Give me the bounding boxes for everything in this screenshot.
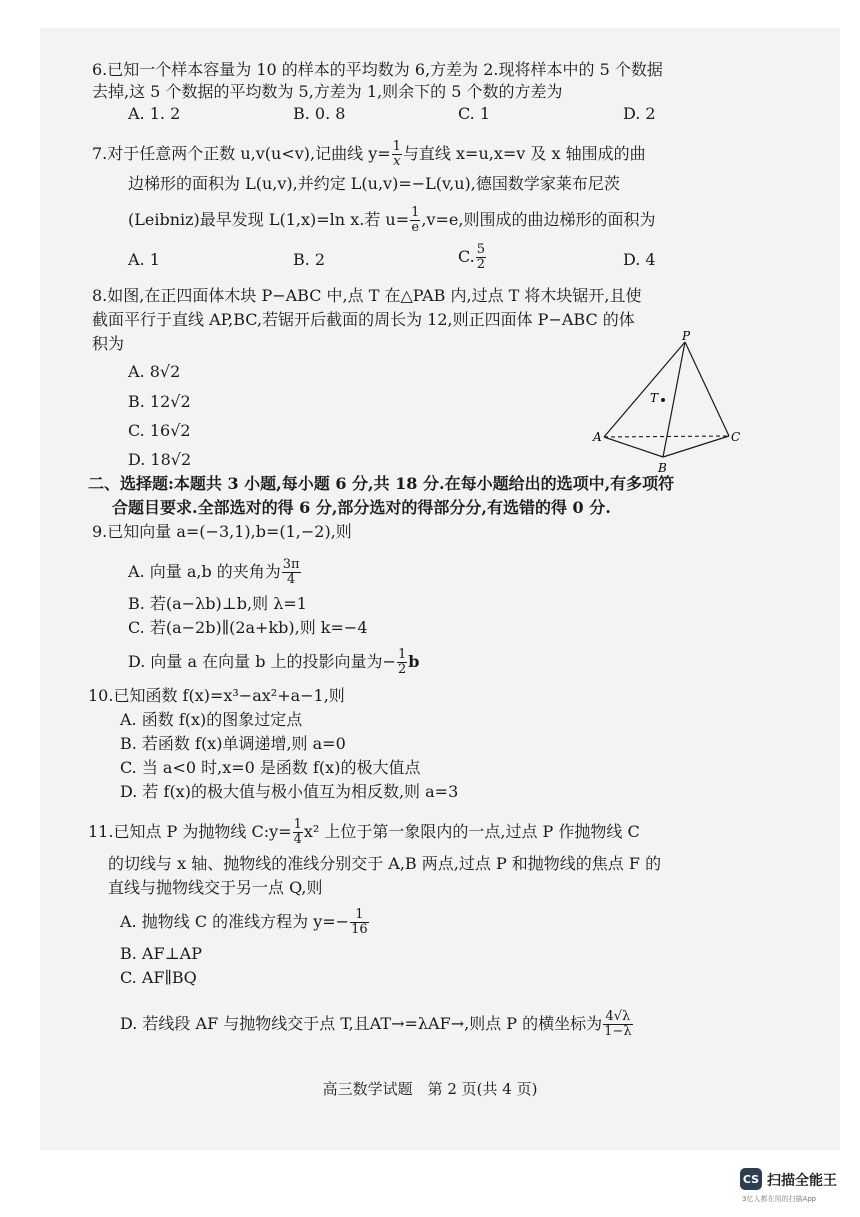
q8-option-a: A. 8√2: [128, 362, 181, 381]
q11-line2: 的切线与 x 轴、抛物线的准线分别交于 A,B 两点,过点 P 和抛物线的焦点 F 的: [108, 854, 662, 873]
frac-denominator: e: [411, 220, 420, 235]
q11-frac-p-abscissa: [603, 1010, 632, 1039]
q9-option-a: [128, 558, 302, 587]
q7-line3-start: (Leibniz)最早发现 L(1,x)=ln x.若 u=: [128, 210, 410, 229]
q6-option-b: B. 0. 8: [293, 104, 346, 123]
label-p: P: [682, 330, 691, 343]
frac-numerator: 4√λ: [603, 1010, 632, 1025]
q11-line1: [88, 818, 640, 847]
frac-denominator: x: [393, 154, 401, 169]
q7-line2: 边梯形的面积为 L(u,v),并约定 L(u,v)=−L(v,u),德国数学家莱布尼茨: [128, 174, 620, 193]
frac-denominator: 2: [476, 257, 486, 272]
q11-option-c: C. AF∥BQ: [120, 968, 197, 987]
q7-line1-start: 7.对于任意两个正数 u,v(u<v),记曲线 y=: [92, 144, 391, 163]
q7-option-c: [458, 243, 487, 272]
frac-denominator: 2: [397, 662, 407, 677]
q10-stem: 10.已知函数 f(x)=x³−ax²+a−1,则: [88, 686, 345, 705]
label-c: C: [731, 430, 741, 444]
q7-option-d: D. 4: [623, 250, 656, 269]
edge-bc: [663, 436, 729, 457]
q6-line1: 6.已知一个样本容量为 10 的样本的平均数为 6,方差为 2.现将样本中的 5 个数据: [92, 60, 663, 79]
q8-line2: 截面平行于直线 AP,BC,若锯开后截面的周长为 12,则正四面体 P−ABC 的体: [92, 310, 635, 329]
q7-option-a: A. 1: [128, 250, 160, 269]
q10-option-d: D. 若 f(x)的极大值与极小值互为相反数,则 a=3: [120, 782, 459, 801]
frac-denominator: 4: [293, 832, 302, 847]
q8-option-d: D. 18√2: [128, 450, 192, 469]
q9-option-d: [128, 648, 419, 677]
q11-option-b: B. AF⊥AP: [120, 944, 202, 963]
vector-b: b: [408, 652, 420, 671]
q10-option-a: A. 函数 f(x)的图象过定点: [120, 710, 303, 729]
frac-denominator: 1−λ: [604, 1024, 632, 1039]
edge-ab: [604, 437, 663, 457]
brand-tagline: 3亿人都在用的扫描App: [742, 1195, 817, 1203]
q11-frac-1-over-4: [293, 818, 303, 847]
q6-line2: 去掉,这 5 个数据的平均数为 5,方差为 1,则余下的 5 个数的方差为: [92, 82, 563, 101]
q7-line1: [92, 140, 646, 169]
label-a: A: [593, 430, 602, 444]
q8-option-b: B. 12√2: [128, 392, 191, 411]
frac-numerator: 1: [293, 817, 302, 832]
point-t: [661, 398, 665, 402]
q11-line3: 直线与抛物线交于另一点 Q,则: [108, 878, 323, 897]
q6-option-c: C. 1: [458, 104, 491, 123]
q9-frac-1-over-2: [397, 648, 407, 677]
frac-denominator: 16: [351, 922, 368, 937]
q8-option-c: C. 16√2: [128, 421, 191, 440]
edge-pa: [604, 342, 685, 437]
q9-option-c: C. 若(a−2b)∥(2a+kb),则 k=−4: [128, 618, 368, 637]
q7-line3-end: ,v=e,则围成的曲边梯形的面积为: [421, 210, 656, 229]
label-b: B: [658, 461, 667, 475]
frac-numerator: 3π: [282, 557, 300, 572]
label-t: T: [650, 391, 659, 405]
edge-pb: [663, 342, 685, 457]
q10-option-c: C. 当 a<0 时,x=0 是函数 f(x)的极大值点: [120, 758, 421, 777]
option-text: D. 若线段 AF 与抛物线交于点 T,且AT→=λAF→,则点 P 的横坐标为: [120, 1014, 603, 1033]
q11-line1-end: x² 上位于第一象限内的一点,过点 P 作抛物线 C: [303, 822, 640, 841]
option-text: A. 向量 a,b 的夹角为: [128, 562, 281, 581]
tetrahedron-figure: [590, 330, 750, 475]
q9-option-b: B. 若(a−λb)⊥b,则 λ=1: [128, 594, 307, 613]
q6-option-a: A. 1. 2: [128, 104, 181, 123]
section2-heading-line2: 合题目要求.全部选对的得 6 分,部分选对的得部分分,有选错的得 0 分.: [112, 498, 611, 517]
q8-line3: 积为: [92, 334, 125, 353]
q11-option-d: [120, 1010, 634, 1039]
q7-frac-1-over-e: [410, 206, 420, 235]
q11-frac-1-over-16: [350, 908, 369, 937]
frac-numerator: 1: [411, 205, 420, 220]
q8-line1: 8.如图,在正四面体木块 P−ABC 中,点 T 在△PAB 内,过点 T 将木块锯开,且使: [92, 286, 642, 305]
option-prefix: C.: [458, 247, 475, 266]
frac-numerator: 1: [350, 908, 369, 923]
q11-line1-start: 11.已知点 P 为抛物线 C:y=: [88, 822, 292, 841]
page-footer: 高三数学试题 第 2 页(共 4 页): [322, 1080, 538, 1098]
camscanner-logo-icon: CS: [740, 1168, 762, 1190]
option-text: D. 向量 a 在向量 b 上的投影向量为−: [128, 652, 396, 671]
frac-numerator: 1: [392, 139, 401, 154]
frac-numerator: 5: [476, 242, 486, 257]
q9-frac-3pi-over-4: [282, 558, 301, 587]
q6-option-d: D. 2: [623, 104, 656, 123]
q7-line3: [128, 206, 655, 235]
brand-name: 扫描全能王: [767, 1173, 837, 1189]
q9-stem: 9.已知向量 a=(−3,1),b=(1,−2),则: [92, 522, 352, 541]
q7-frac-1-over-x: [392, 140, 402, 169]
edge-pc: [685, 342, 729, 436]
scanner-brand-watermark: [740, 1168, 852, 1208]
q10-option-b: B. 若函数 f(x)单调递增,则 a=0: [120, 734, 346, 753]
q11-option-a: [120, 908, 370, 937]
option-text: A. 抛物线 C 的准线方程为 y=−: [120, 912, 350, 931]
frac-numerator: 1: [397, 647, 407, 662]
section2-heading-line1: 二、选择题:本题共 3 小题,每小题 6 分,共 18 分.在每小题给出的选项中,有多项符: [88, 474, 675, 493]
q7-frac-5-over-2: [476, 243, 486, 272]
q7-line1-end: 与直线 x=u,x=v 及 x 轴围成的曲: [402, 144, 646, 163]
frac-denominator: 4: [287, 572, 296, 587]
q7-option-b: B. 2: [293, 250, 326, 269]
